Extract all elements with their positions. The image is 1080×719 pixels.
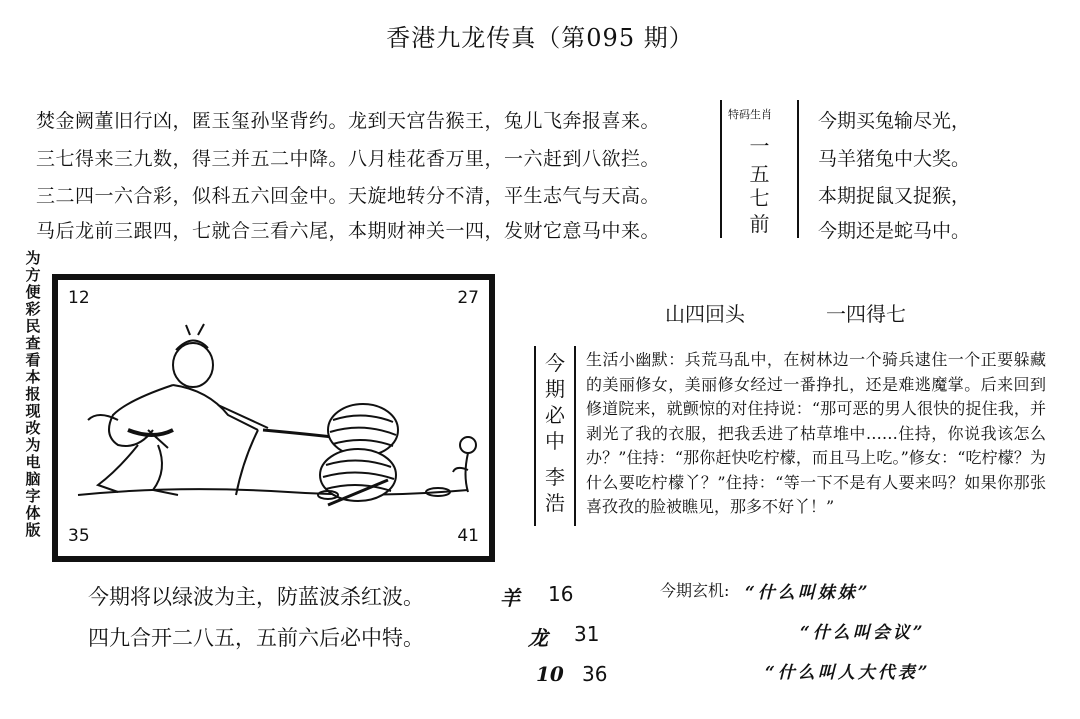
must-char-6: 浩 [545,491,565,515]
poem-line-3: 三二四一六合彩，似科五六回金中。天旋地转分不清，平生志气与天高。 [36,185,661,207]
must-char-3: 必 [545,403,565,427]
poem-line-2: 三七得来三九数，得三并五二中降。八月桂花香万里，一六赶到八欲拦。 [36,148,661,170]
xuanji-label: 今期玄机: [660,581,730,600]
must-win-box [534,346,576,526]
illustration-frame [52,274,495,562]
must-char-2: 期 [545,377,565,401]
must-char-4: 中 [545,429,565,453]
zodiac-box [720,100,799,238]
page-title: 香港九龙传真（第095 期） [386,24,694,52]
pick-value-3: 36 [582,662,608,686]
bottom-line-1: 今期将以绿波为主，防蓝波杀红波。 [88,585,424,609]
zodiac-num-3: 七 [749,186,770,210]
must-char-1: 今 [545,351,565,375]
corner-number-br: 41 [457,526,479,546]
pick-label-1: 羊 [500,586,520,610]
zodiac-num-2: 五 [749,162,770,186]
pick-label-2: 龙 [528,626,548,650]
xuanji-quote-1: “什么叫妹妹” [745,583,871,603]
corner-number-bl: 35 [68,526,90,546]
corner-number-tr: 27 [457,288,479,308]
xuanji-quote-2: “什么叫会议” [800,623,926,643]
humor-story: 生活小幽默：兵荒马乱中，在树林边一个骑兵逮住一个正要躲藏的美丽修女，美丽修女经过一番挣扎，还是难逃魔掌。后来回到修道院来，就颤惊的对住持说：“那可恶的男人很快的捉住我，并剥光了我的衣服，把我丢进了枯草堆中……住持，你说我该怎么办？”住持：“那你赶快吃柠檬，而且马上吃。”修女：“吃柠檬？为什么要吃柠檬丫？”住持：“等一下不是有人要来吗？如果你那张喜孜孜的脸被瞧见，那多不好丫！” [586,350,1046,516]
right-poem-2: 马羊猪兔中大奖。 [818,148,971,170]
headline-left: 山四回头 [665,302,745,326]
poem-line-4: 马后龙前三跟四，七就合三看六尾，本期财神关一四，发财它意马中来。 [36,220,661,242]
headline-right: 一四得七 [826,302,906,326]
right-poem-3: 本期捉鼠又捉猴， [818,185,971,207]
must-char-5: 李 [545,465,565,489]
right-poem-1: 今期买兔输尽光， [818,110,971,132]
zodiac-num-4: 前 [749,212,770,236]
xuanji-quote-3: “什么叫人大代表” [765,663,931,683]
poem-line-1: 焚金阙董旧行凶，匿玉玺孙坚背约。龙到天宫告猴王，兔儿飞奔报喜来。 [36,110,661,132]
zodiac-box-tag: 特码生肖 [728,108,772,121]
pick-value-1: 16 [548,582,574,606]
bottom-line-2: 四九合开二八五，五前六后必中特。 [88,626,424,650]
side-vertical-text: 为方便彩民查看本报现改为电脑字体版 [25,249,41,539]
zodiac-num-1: 一 [749,134,770,158]
corner-number-tl: 12 [68,288,90,308]
illustration-drawing [58,280,489,556]
pick-label-3: 10 [536,662,564,686]
pick-value-2: 31 [574,622,600,646]
right-poem-4: 今期还是蛇马中。 [818,220,971,242]
